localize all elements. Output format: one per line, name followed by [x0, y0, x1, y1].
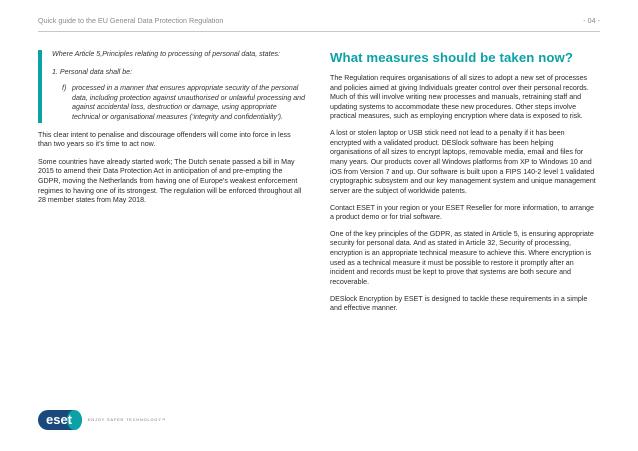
document-title: Quick guide to the EU General Data Protection Regulation	[38, 16, 224, 25]
quote-item-1: 1. Personal data shall be:	[52, 67, 133, 76]
right-paragraph-1: The Regulation requires organisations of all sizes to adopt a new set of processes and policies aimed at giving Individuals greater control over their personal records. Much of this will involve writing new processes and manuals, retraining staff and updating systems to accommodate these new procedures. Other steps involve practical measures, such as employing encryption where data is exposed to risk.	[330, 74, 589, 121]
page-header	[38, 14, 600, 30]
right-paragraph-2: A lost or stolen laptop or USB stick need not lead to a penalty if it has been encrypted with a validated product. DESlock software has been helping organisations of all sizes to encrypt laptops, removable media, email and files for many years. Our products cover all Windows platforms from XP to Windows 10 and iOS from Version 7 and up. Our software is built upon a FIPS 140-2 level 1 validated cryptographic subsystem and our key management system and unique management server are the subject of worldwide patents.	[330, 129, 596, 195]
left-column	[38, 50, 306, 206]
header-divider	[38, 31, 600, 32]
quote-subitem-text: processed in a manner that ensures appropriate security of the personal data, including protection against unauthorised or unlawful processing and against accidental loss, destruction or damage, using appropriate technical or organisational measures (‘integrity and confidentiality’).	[72, 84, 306, 121]
eset-logo-text: eset	[45, 412, 73, 428]
right-paragraph-4: One of the key principles of the GDPR, as stated in Article 5, is ensuring appropriate security for personal data. And as stated in Article 32, Security of processing, encryption is an appropriate technical measure to achieve this. Where encryption is used as a technical measure it must be possible to restore it promptly after an incident and records must be kept to prove that systems are both secure and recoverable.	[330, 229, 594, 286]
brand-tagline: ENJOY SAFER TECHNOLOGY™	[88, 418, 167, 422]
footer-brand	[38, 410, 166, 430]
left-paragraph-1: This clear intent to penalise and discourage offenders will come into force in less than two years so it’s time to act now.	[38, 130, 291, 149]
page-number: - 04 -	[583, 16, 600, 25]
left-paragraph-2: Some countries have already started work; The Dutch senate passed a bill in May 2015 to amend their Data Protection Act in anticipation of and pre-empting the GDPR, moving the Netherlands from having one of Europe’s weakest enforcement regimes to having one of its strongest. The regulation will be enforced throughout all 28 member states from May 2018.	[38, 157, 302, 205]
quote-subitem-marker: f)	[62, 84, 67, 93]
right-paragraph-3: Contact ESET in your region or your ESET Reseller for more information, to arrange a product demo or for trial software.	[330, 203, 594, 222]
article-quote	[38, 50, 306, 123]
right-column	[330, 50, 596, 321]
quote-subitem-f	[52, 84, 306, 122]
right-paragraph-5: DESlock Encryption by ESET is designed to tackle these requirements in a simple and effective manner.	[330, 294, 588, 313]
section-heading: What measures should be taken now?	[330, 50, 574, 65]
eset-logo	[38, 410, 82, 430]
quote-intro: Where Article 5,Principles relating to processing of personal data, states:	[52, 50, 281, 58]
